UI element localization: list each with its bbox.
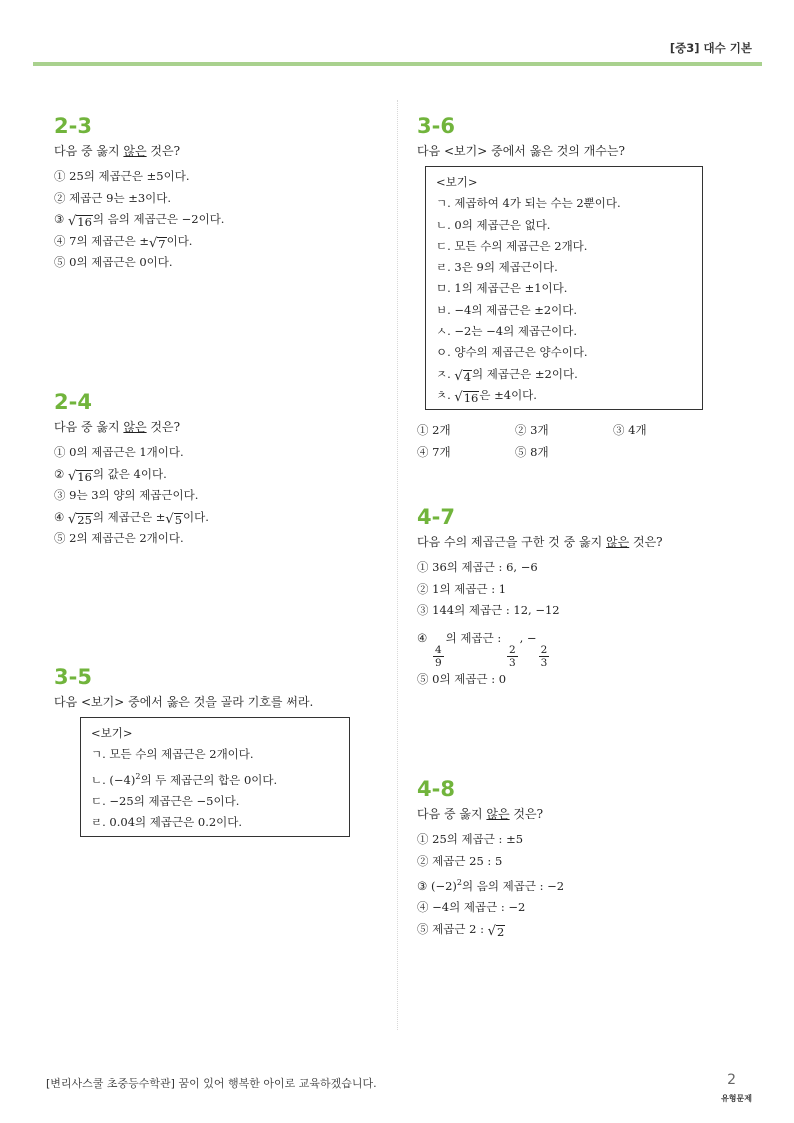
bogi-title: <보기>: [91, 726, 133, 740]
question-text: 다음 <보기> 중에서 옳은 것의 개수는?: [417, 144, 625, 158]
problem-4-8: [417, 777, 564, 940]
option-2: ② 1의 제곱근 : 1: [417, 581, 507, 596]
option-5: ⑤ 2의 제곱근은 2개이다.: [54, 531, 184, 545]
problem-number: 4-7: [417, 505, 455, 529]
bogi-box: [425, 166, 703, 410]
question-text: 다음 수의 제곱근을 구한 것 중 옳지 않은 것은?: [417, 535, 663, 549]
bogi-item: ㄴ. $(-4)^2$의 두 제곱근의 합은 0이다.: [91, 771, 278, 787]
options-row-1: [417, 420, 711, 442]
header-rule: [33, 62, 762, 66]
option-1: ① 0의 제곱근은 1개이다.: [54, 445, 184, 459]
problem-2-3: [54, 114, 224, 274]
bogi-title: <보기>: [436, 175, 478, 189]
bogi-item: ㄱ. 제곱하여 4가 되는 수는 2뿐이다.: [436, 196, 621, 211]
question-text: 다음 중 옳지 않은 것은?: [417, 807, 544, 821]
bogi-item: ㄷ. −25의 제곱근은 −5이다.: [91, 793, 240, 808]
problem-3-6: [417, 114, 711, 463]
sqrt-symbol: √ 16: [67, 214, 92, 229]
bogi-item: ㄹ. 3은 9의 제곱근이다.: [436, 260, 558, 275]
option-5: ⑤ 0의 제곱근 : 0: [417, 671, 507, 686]
fraction: $\frac{2}{3}$: [508, 643, 516, 669]
option-1: ① 25의 제곱근 : ±5: [417, 832, 524, 846]
problem-number: 3-6: [417, 114, 455, 138]
problem-2-4: [54, 390, 209, 550]
question-text: 다음 <보기> 중에서 옳은 것을 골라 기호를 써라.: [54, 695, 314, 709]
bogi-item: ㅂ. −4의 제곱근은 ±2이다.: [436, 302, 578, 317]
option-1: ① 25의 제곱근은 ±5이다.: [54, 169, 190, 183]
bogi-item: ㅅ. −2는 −4의 제곱근이다.: [436, 324, 578, 339]
option-4: ④ −4의 제곱근 : −2: [417, 900, 526, 915]
sqrt-symbol: √ 5: [165, 511, 183, 527]
page-number: 2: [727, 1072, 736, 1088]
option-2: ② 3개: [515, 423, 549, 438]
problem-number: 4-8: [417, 777, 455, 801]
sqrt-symbol: √ 2: [487, 923, 505, 939]
fraction: $\frac{2}{3}$: [540, 643, 548, 669]
sqrt-symbol: √ 16: [454, 389, 479, 405]
sqrt-symbol: √ 16: [67, 468, 92, 484]
option-3: ③ $(-2)^2$의 음의 제곱근 : −2: [417, 878, 565, 893]
bogi-item: ㄱ. 모든 수의 제곱근은 2개이다.: [91, 747, 254, 762]
option-3: ③ 9는 3의 양의 제곱근이다.: [54, 488, 199, 502]
option-3: ③ 144의 제곱근 : 12, −12: [417, 603, 560, 617]
option-4: ④ √ 25 의 제곱근은 ± √ 5 이다.: [54, 509, 209, 527]
problem-number: 2-4: [54, 390, 92, 414]
option-5: ⑤ 0의 제곱근은 0이다.: [54, 255, 173, 269]
option-2: ② 제곱근 9는 ±3이다.: [54, 190, 172, 205]
option-4: ④ 7개: [417, 444, 451, 459]
sqrt-symbol: √ 7: [148, 235, 166, 251]
sqrt-symbol: √ 25: [67, 511, 92, 527]
option-4: ④ 7의 제곱근은 ± √ 7 이다.: [54, 233, 193, 251]
option-5: ⑤ 8개: [515, 444, 549, 459]
options-row-2: [417, 442, 711, 464]
option-5: ⑤ 제곱근 2 : √ 2: [417, 921, 505, 939]
column-divider: [397, 100, 398, 1030]
problem-4-7: [417, 505, 663, 690]
option-3: ③ √ 16 의 음의 제곱근은 −2이다.: [54, 212, 225, 229]
option-2: ② √ 16 의 값은 4이다.: [54, 466, 167, 484]
bogi-item: ㅁ. 1의 제곱근은 ±1이다.: [436, 281, 568, 296]
sqrt-symbol: √ 4: [454, 368, 472, 384]
bogi-item: ㅊ. √ 16 은 ±4이다.: [436, 387, 537, 405]
problem-number: 3-5: [54, 665, 92, 689]
option-2: ② 제곱근 25 : 5: [417, 853, 503, 868]
bogi-item: ㄴ. 0의 제곱근은 없다.: [436, 217, 551, 232]
option-1: ① 36의 제곱근 : 6, −6: [417, 560, 538, 574]
problem-number: 2-3: [54, 114, 92, 138]
question-text: 다음 중 옳지 않은 것은?: [54, 420, 181, 434]
footer-section-label: 유형문제: [721, 1094, 752, 1103]
footer-slogan: [변리사스쿨 초중등수학관] 꿈이 있어 행복한 아이로 교육하겠습니다.: [46, 1077, 377, 1090]
bogi-box: [80, 717, 350, 837]
option-4: ④ $\frac{4}{9}$ 의 제곱근 : $\frac{2}{3}$ , − $\frac{2}{3}$: [417, 630, 548, 669]
problem-3-5: [54, 665, 350, 837]
header-title: [중3] 대수 기본: [669, 41, 752, 55]
bogi-item: ㅈ. √ 4 의 제곱근은 ±2이다.: [436, 366, 578, 384]
question-text: 다음 중 옳지 않은 것은?: [54, 144, 181, 158]
bogi-item: ㄷ. 모든 수의 제곱근은 2개다.: [436, 238, 588, 253]
option-1: ① 2개: [417, 423, 451, 438]
option-3: ③ 4개: [613, 423, 647, 438]
bogi-item: ㅇ. 양수의 제곱근은 양수이다.: [436, 345, 588, 360]
fraction: $\frac{4}{9}$: [434, 643, 442, 669]
bogi-item: ㄹ. 0.04의 제곱근은 0.2이다.: [91, 815, 243, 830]
